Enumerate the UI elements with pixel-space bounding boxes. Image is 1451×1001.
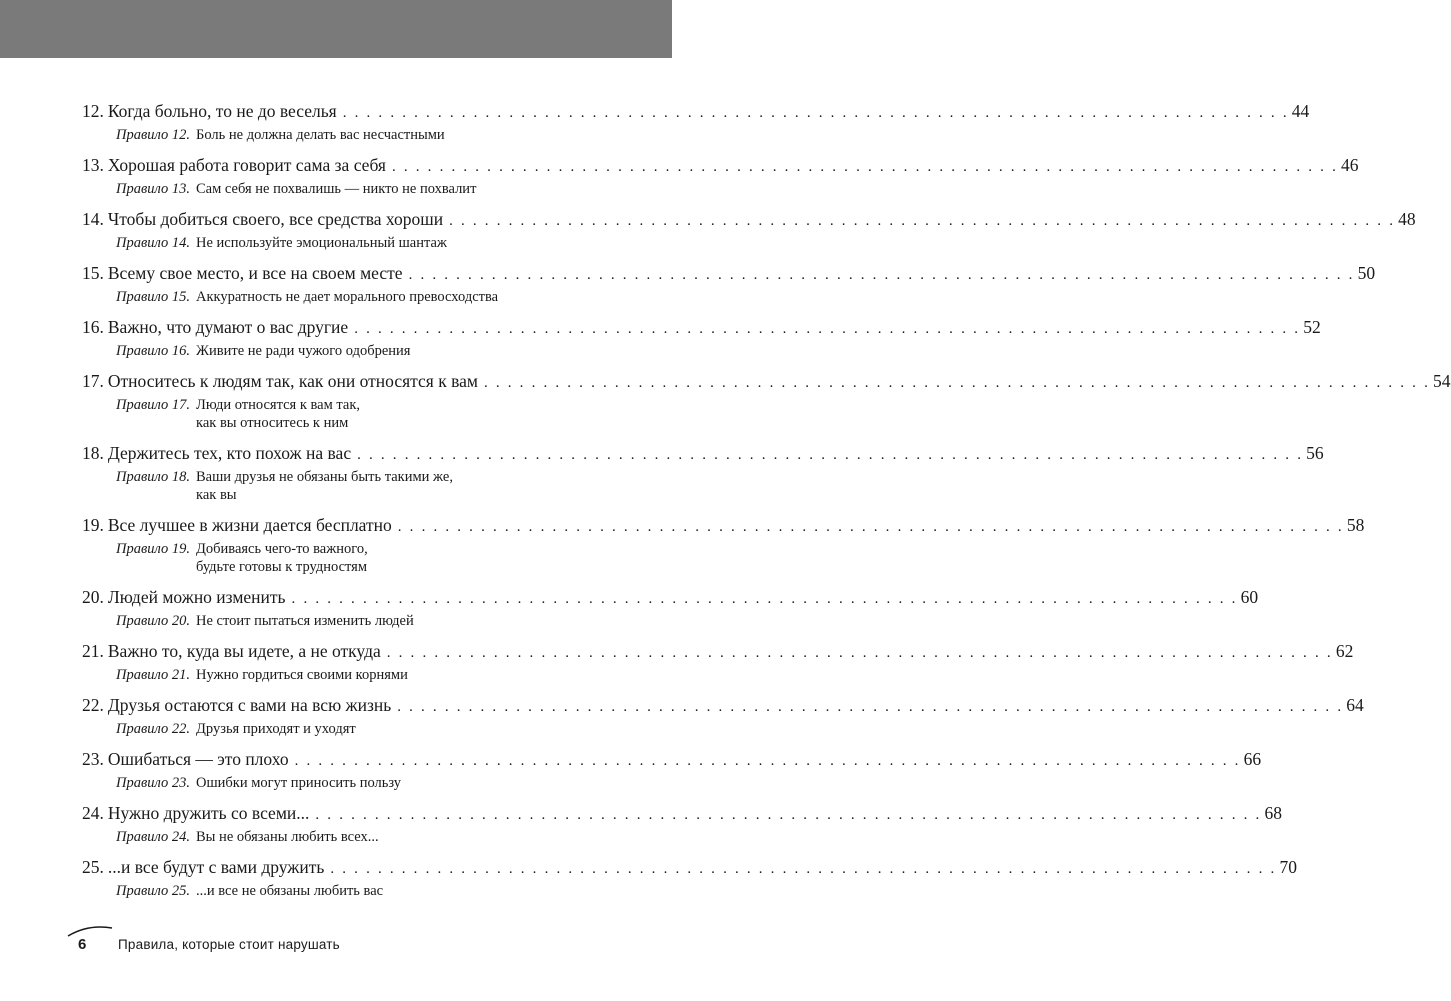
toc-entry-title: Людей можно изменить [107,587,286,607]
rule-text-line: Ваши друзья не обязаны быть такими же, [196,469,453,485]
table-of-contents [82,99,1451,909]
toc-entry-number: 19. [82,515,104,535]
header-band [0,0,672,58]
toc-entry [82,585,1259,639]
toc-entry-number: 20. [82,587,104,607]
rule-text [196,126,595,144]
toc-rule-line [116,126,595,144]
toc-entry-page: 60 [1240,587,1259,607]
toc-entry [82,855,1297,909]
rule-label: Правило 25. [116,883,191,899]
rule-label: Правило 18. [116,469,191,485]
toc-entry-page: 48 [1398,209,1416,229]
toc-rule-line [116,540,595,576]
toc-entry-page: 46 [1341,155,1359,175]
toc-entry [82,693,1364,747]
running-title: Правила, которые стоит нарушать [118,937,340,952]
toc-entry [82,369,1451,441]
toc-entry-page: 70 [1279,857,1297,877]
rule-text-line: Аккуратность не дает морального превосходства [196,289,499,305]
rule-label: Правило 14. [116,235,191,251]
toc-leader-dots: . . . . . . . . . . . . . . . . . . . . . . . . . . . . . . . . . . . . . . . . . . . . . . . . . . . . . . . . . . . . . . . . . . . . . . . . . . . . . . . . [294,753,1241,769]
rule-text [196,720,595,738]
rule-text-line: как вы относитесь к ним [196,415,349,431]
toc-entry [82,639,1354,693]
toc-entry-title: Хорошая работа говорит сама за себя [107,155,386,175]
toc-leader-dots: . . . . . . . . . . . . . . . . . . . . . . . . . . . . . . . . . . . . . . . . . . . . . . . . . . . . . . . . . . . . . . . . . . . . . . . . . . . . . . . . [291,591,1238,607]
toc-entry-page: 50 [1357,263,1376,283]
rule-text-line: Не используйте эмоциональный шантаж [196,235,447,251]
rule-text [196,468,595,504]
rule-label: Правило 17. [116,397,191,413]
toc-entry-page: 62 [1335,641,1354,661]
rule-text [196,666,595,684]
toc-entry-list [82,99,1451,909]
toc-entry [82,99,1310,153]
toc-rule-line [116,468,595,504]
rule-label: Правило 22. [116,721,191,737]
toc-entry-page: 56 [1306,443,1324,463]
toc-rule-line [116,396,595,432]
toc-entry [82,747,1262,801]
rule-text-line: Друзья приходят и уходят [196,721,356,737]
toc-entry-title: Важно то, куда вы идете, а не откуда [107,641,381,661]
toc-entry-page: 64 [1346,695,1364,715]
rule-label: Правило 21. [116,667,191,683]
toc-entry-title: Все лучшее в жизни дается бесплатно [107,515,392,535]
rule-text-line: Живите не ради чужого одобрения [196,343,411,359]
toc-entry [82,801,1282,855]
toc-entry-number: 17. [82,371,104,391]
toc-entry-title: Важно, что думают о вас другие [107,317,349,337]
toc-entry-title: ...и все будут с вами дружить [107,857,325,877]
rule-text-line: Люди относятся к вам так, [196,397,361,413]
toc-entry-title-line [82,369,1451,395]
toc-entry-title: Нужно дружить со всеми... [107,803,310,823]
toc-leader-dots: . . . . . . . . . . . . . . . . . . . . . . . . . . . . . . . . . . . . . . . . . . . . . . . . . . . . . . . . . . . . . . . . . . . . . . . . . . . . . . . . [357,447,1304,463]
rule-text-line: Сам себя не похвалишь — никто не похвалит [196,181,477,197]
toc-entry-page: 44 [1291,101,1310,121]
toc-entry-title-line [82,441,1324,467]
toc-entry-title-line [82,801,1282,827]
toc-rule-line [116,612,595,630]
toc-entry [82,207,1416,261]
toc-rule-line [116,720,595,738]
toc-entry-number: 12. [82,101,104,121]
rule-label: Правило 24. [116,829,191,845]
toc-entry-number: 13. [82,155,104,175]
toc-entry-title-line [82,855,1297,881]
toc-entry-number: 22. [82,695,104,715]
toc-entry-title-line [82,99,1310,125]
toc-rule-line [116,828,595,846]
toc-entry-title-line [82,207,1416,233]
toc-entry-number: 24. [82,803,104,823]
toc-entry-title-line [82,747,1262,773]
toc-entry-page: 68 [1264,803,1282,823]
toc-entry-title-line [82,693,1364,719]
footer-arc-ornament [66,922,114,938]
toc-entry-number: 21. [82,641,104,661]
toc-entry-title-line [82,153,1359,179]
toc-entry-title: Держитесь тех, кто похож на вас [107,443,352,463]
toc-leader-dots: . . . . . . . . . . . . . . . . . . . . . . . . . . . . . . . . . . . . . . . . . . . . . . . . . . . . . . . . . . . . . . . . . . . . . . . . . . . . . . . . [483,375,1431,391]
toc-leader-dots: . . . . . . . . . . . . . . . . . . . . . . . . . . . . . . . . . . . . . . . . . . . . . . . . . . . . . . . . . . . . . . . . . . . . . . . . . . . . . . . . [342,105,1289,121]
toc-entry-page: 66 [1243,749,1262,769]
toc-entry-number: 14. [82,209,104,229]
rule-text [196,396,595,432]
rule-label: Правило 13. [116,181,191,197]
toc-entry [82,315,1321,369]
toc-entry [82,513,1365,585]
rule-label: Правило 12. [116,127,191,143]
toc-entry [82,441,1324,513]
rule-text [196,180,595,198]
toc-entry [82,153,1359,207]
toc-entry [82,261,1376,315]
toc-leader-dots: . . . . . . . . . . . . . . . . . . . . . . . . . . . . . . . . . . . . . . . . . . . . . . . . . . . . . . . . . . . . . . . . . . . . . . . . . . . . . . . . [330,861,1277,877]
rule-text [196,234,595,252]
toc-entry-title: Чтобы добиться своего, все средства хороши [107,209,444,229]
rule-label: Правило 20. [116,613,191,629]
rule-label: Правило 23. [116,775,191,791]
rule-text [196,342,595,360]
toc-rule-line [116,288,595,306]
toc-entry-title-line [82,585,1259,611]
toc-entry-title-line [82,261,1376,287]
page-number: 6 [78,936,87,953]
toc-leader-dots: . . . . . . . . . . . . . . . . . . . . . . . . . . . . . . . . . . . . . . . . . . . . . . . . . . . . . . . . . . . . . . . . . . . . . . . . . . . . . . . . [391,159,1339,175]
toc-rule-line [116,774,595,792]
toc-rule-line [116,666,595,684]
toc-leader-dots: . . . . . . . . . . . . . . . . . . . . . . . . . . . . . . . . . . . . . . . . . . . . . . . . . . . . . . . . . . . . . . . . . . . . . . . . . . . . . . . . [408,267,1355,283]
toc-entry-title: Когда больно, то не до веселья [107,101,337,121]
rule-text [196,882,595,900]
toc-leader-dots: . . . . . . . . . . . . . . . . . . . . . . . . . . . . . . . . . . . . . . . . . . . . . . . . . . . . . . . . . . . . . . . . . . . . . . . . . . . . . . . . [397,519,1344,535]
toc-leader-dots: . . . . . . . . . . . . . . . . . . . . . . . . . . . . . . . . . . . . . . . . . . . . . . . . . . . . . . . . . . . . . . . . . . . . . . . . . . . . . . . . [315,807,1262,823]
rule-text [196,288,595,306]
toc-entry-page: 54 [1433,371,1451,391]
rule-label: Правило 16. [116,343,191,359]
toc-rule-line [116,342,595,360]
toc-leader-dots: . . . . . . . . . . . . . . . . . . . . . . . . . . . . . . . . . . . . . . . . . . . . . . . . . . . . . . . . . . . . . . . . . . . . . . . . . . . . . . . . [386,645,1333,661]
toc-entry-page: 52 [1303,317,1321,337]
page-footer [66,922,626,962]
toc-entry-number: 25. [82,857,104,877]
toc-entry-number: 15. [82,263,104,283]
toc-entry-title: Относитесь к людям так, как они относятся к вам [107,371,478,391]
toc-rule-line [116,882,595,900]
toc-entry-number: 23. [82,749,104,769]
rule-text-line: ...и все не обязаны любить вас [196,883,384,899]
rule-text [196,612,595,630]
toc-entry-page: 58 [1346,515,1365,535]
toc-leader-dots: . . . . . . . . . . . . . . . . . . . . . . . . . . . . . . . . . . . . . . . . . . . . . . . . . . . . . . . . . . . . . . . . . . . . . . . . . . . . . . . . [354,321,1301,337]
toc-entry-number: 18. [82,443,104,463]
rule-text-line: Вы не обязаны любить всех... [196,829,379,845]
rule-text-line: Не стоит пытаться изменить людей [196,613,414,629]
rule-text-line: Добиваясь чего-то важного, [196,541,368,557]
toc-entry-title-line [82,513,1365,539]
rule-text-line: Боль не должна делать вас несчастными [196,127,445,143]
rule-text-line: будьте готовы к трудностям [196,559,368,575]
toc-entry-number: 16. [82,317,104,337]
toc-rule-line [116,234,595,252]
toc-entry-title-line [82,639,1354,665]
rule-text-line: Нужно гордиться своими корнями [196,667,408,683]
toc-entry-title: Всему свое место, и все на своем месте [107,263,403,283]
rule-text [196,774,595,792]
rule-text [196,540,595,576]
rule-label: Правило 15. [116,289,191,305]
toc-leader-dots: . . . . . . . . . . . . . . . . . . . . . . . . . . . . . . . . . . . . . . . . . . . . . . . . . . . . . . . . . . . . . . . . . . . . . . . . . . . . . . . . [397,699,1344,715]
rule-text-line: как вы [196,487,237,503]
rule-label: Правило 19. [116,541,191,557]
toc-rule-line [116,180,595,198]
rule-text-line: Ошибки могут приносить пользу [196,775,402,791]
toc-leader-dots: . . . . . . . . . . . . . . . . . . . . . . . . . . . . . . . . . . . . . . . . . . . . . . . . . . . . . . . . . . . . . . . . . . . . . . . . . . . . . . . . [449,213,1396,229]
toc-entry-title-line [82,315,1321,341]
toc-entry-title: Ошибаться — это плохо [107,749,289,769]
rule-text [196,828,595,846]
toc-entry-title: Друзья остаются с вами на всю жизнь [107,695,392,715]
